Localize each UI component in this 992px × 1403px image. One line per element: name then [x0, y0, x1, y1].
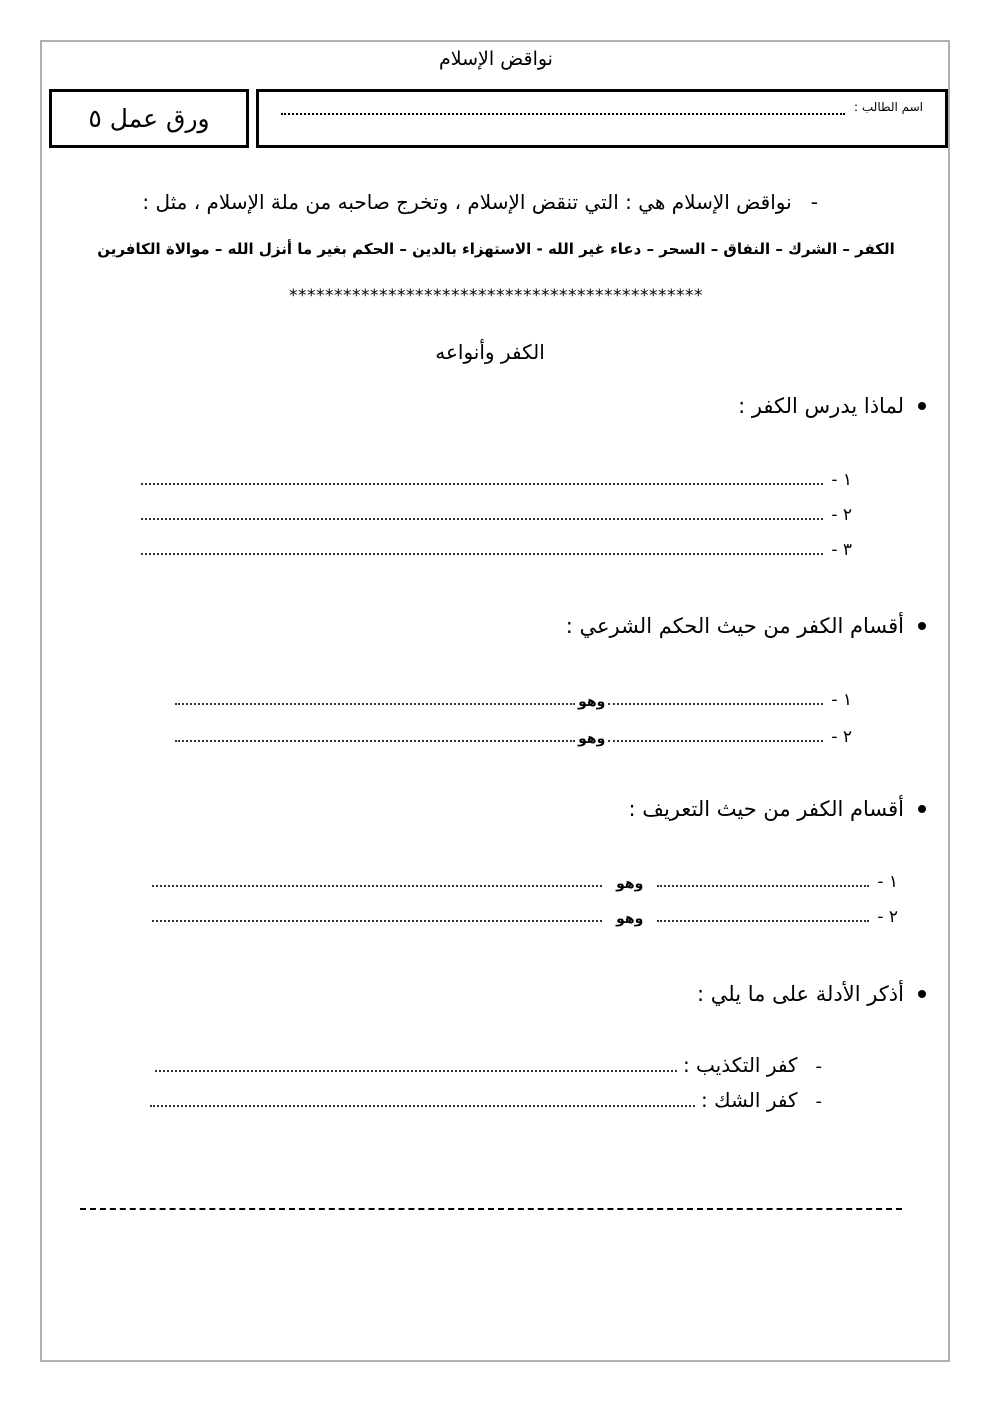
intro-definition-text: نواقض الإسلام هي : التي تنقض الإسلام ، وتخرج صاحبه من ملة الإسلام ، مثل : [142, 190, 792, 214]
answer-blank[interactable] [175, 703, 575, 705]
question-evidence [697, 982, 926, 1006]
question-kufr-definition-types [628, 797, 926, 821]
question-heading: أقسام الكفر من حيث التعريف : [628, 797, 904, 821]
bullet-icon [918, 805, 926, 813]
answer-blank[interactable] [150, 1105, 695, 1107]
item-number: ١ - [877, 872, 898, 892]
question-heading: لماذا يدرس الكفر : [738, 394, 904, 418]
item-number: ٢ - [877, 907, 898, 927]
item-number: ٣ - [831, 540, 852, 560]
bullet-icon [918, 990, 926, 998]
question-heading: أقسام الكفر من حيث الحكم الشرعي : [565, 614, 904, 638]
item-number: ٢ - [831, 727, 852, 747]
answer-blank[interactable] [152, 885, 602, 887]
answer-blank[interactable] [175, 740, 575, 742]
evidence-label: كفر التكذيب : [682, 1053, 798, 1077]
answer-line[interactable] [141, 540, 852, 560]
question-heading: أذكر الأدلة على ما يلي : [697, 982, 904, 1006]
item-number: ٢ - [831, 505, 852, 525]
worksheet-label: ورق عمل ٥ [88, 104, 210, 133]
item-dash: - [815, 1056, 822, 1077]
bottom-dashed-separator [80, 1208, 902, 1210]
answer-line[interactable] [141, 505, 852, 525]
item-dash: - [815, 1091, 822, 1112]
answer-blank[interactable] [608, 703, 823, 705]
answer-blank[interactable] [657, 885, 869, 887]
answer-blank[interactable] [657, 920, 869, 922]
answer-blank[interactable] [155, 1070, 677, 1072]
answer-blank[interactable] [152, 920, 602, 922]
answer-blank[interactable] [141, 553, 823, 555]
section-title: الكفر وأنواعه [435, 340, 545, 364]
student-name-field[interactable] [281, 113, 845, 115]
student-name-box[interactable] [256, 89, 948, 148]
answer-line[interactable] [141, 470, 852, 490]
bullet-icon [918, 622, 926, 630]
intro-definition [142, 190, 818, 214]
nullifiers-list: الكفر – الشرك – النفاق – السحر – دعاء غير الله - الاستهزاء بالدين – الحكم بغير ما أنزل الله – موالاة الكافرين [97, 240, 895, 258]
student-name-label: اسم الطالب : [854, 100, 923, 114]
worksheet-label-box [49, 89, 249, 148]
answer-blank[interactable] [141, 483, 823, 485]
connector-word: وهو [578, 731, 606, 747]
star-separator: ********************************************** [289, 286, 703, 306]
evidence-label: كفر الشك : [701, 1088, 798, 1112]
answer-line[interactable] [152, 872, 898, 892]
page-title: نواقض الإسلام [439, 48, 553, 70]
item-number: ١ - [831, 690, 852, 710]
evidence-line[interactable] [155, 1053, 822, 1077]
intro-dash: - [810, 190, 818, 214]
bullet-icon [918, 402, 926, 410]
connector-word: وهو [616, 876, 644, 892]
answer-blank[interactable] [608, 740, 823, 742]
connector-word: وهو [616, 911, 644, 927]
question-kufr-sharia-types [566, 614, 926, 638]
connector-word: وهو [578, 694, 606, 710]
evidence-line[interactable] [150, 1088, 822, 1112]
question-why-study-kufr [738, 394, 926, 418]
answer-line[interactable] [152, 907, 898, 927]
answer-line[interactable] [175, 727, 852, 747]
answer-blank[interactable] [141, 518, 823, 520]
item-number: ١ - [831, 470, 852, 490]
answer-line[interactable] [175, 690, 852, 710]
